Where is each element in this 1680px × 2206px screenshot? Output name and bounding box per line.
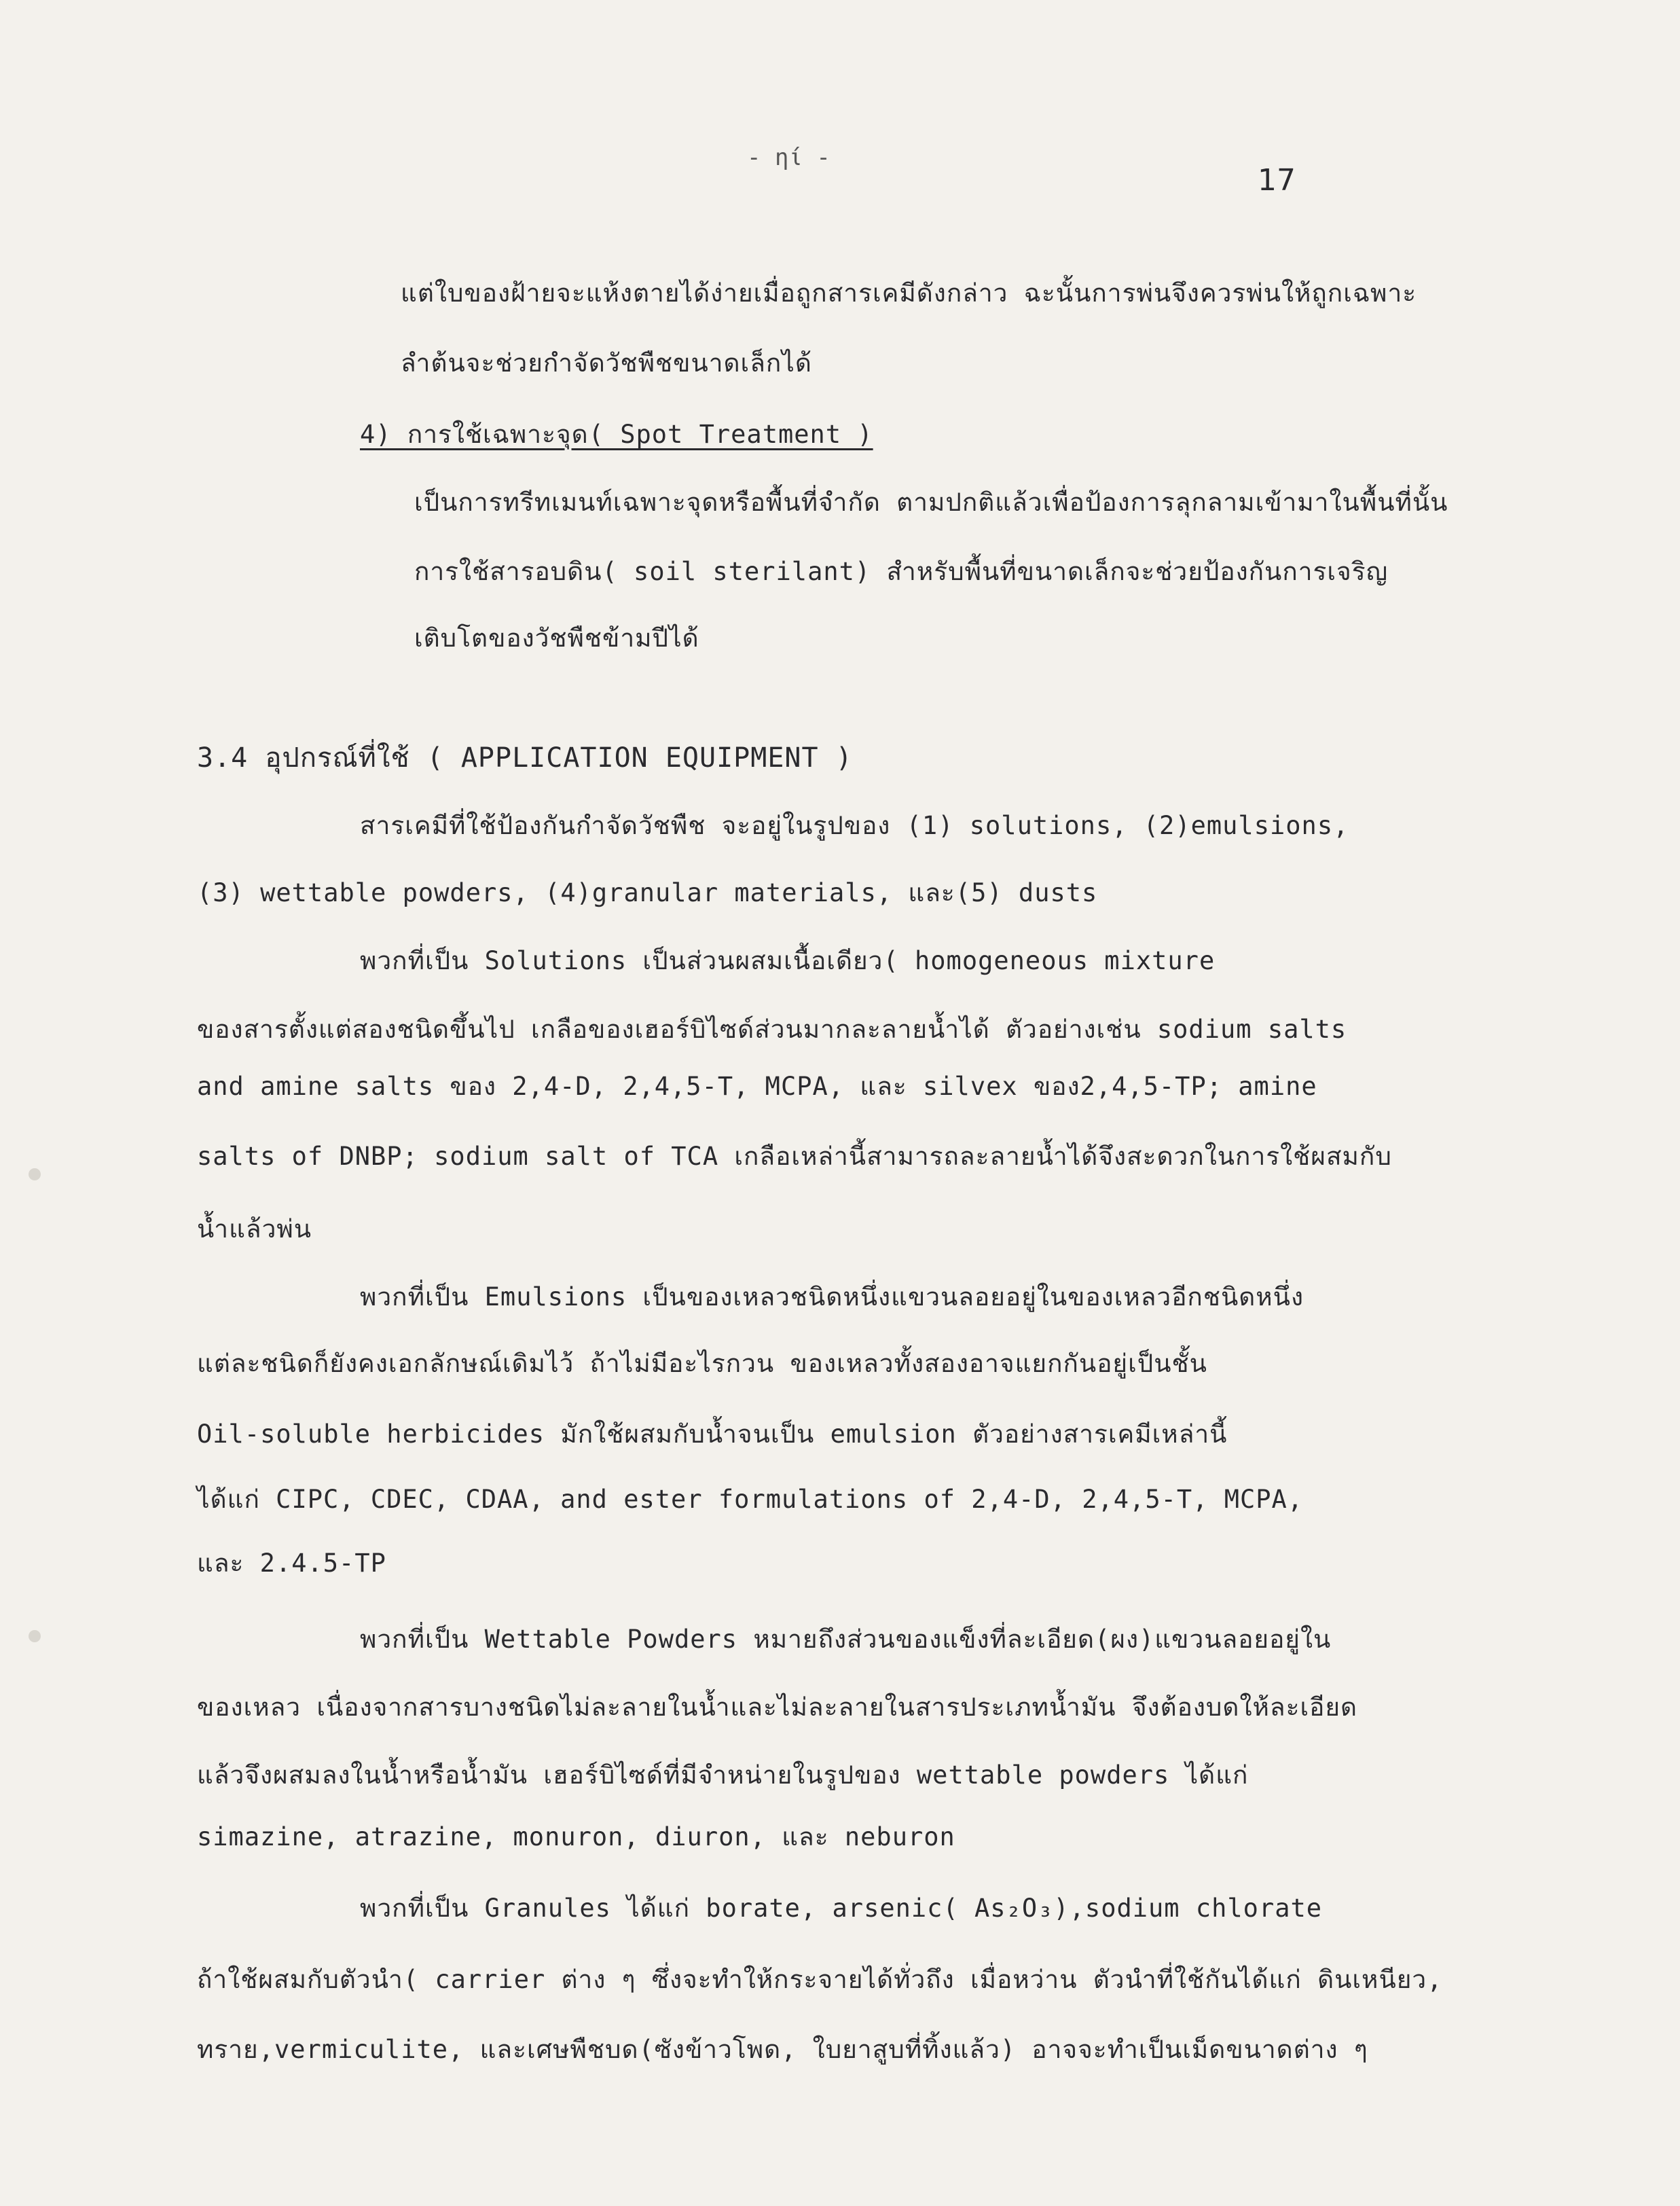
text-line: ทราย,vermiculite, และเศษพืชบด(ซังข้าวโพด, ใบยาสูบที่ทิ้งแล้ว) อาจจะทำเป็นเม็ดขนาดต่าง ๆ — [197, 2035, 1368, 2064]
text-line: salts of DNBP; sodium salt of TCA เกลือเหล่านี้สามารถละลายน้ำได้จึงสะดวกในการใช้ผสมกับ — [197, 1142, 1392, 1171]
text-line: ได้แก่ CIPC, CDEC, CDAA, and ester formulations of 2,4-D, 2,4,5-T, MCPA, — [197, 1485, 1304, 1514]
text-line: สารเคมีที่ใช้ป้องกันกำจัดวัชพืช จะอยู่ในรูปของ (1) solutions, (2)emulsions, — [360, 811, 1349, 840]
text-line: ของเหลว เนื่องจากสารบางชนิดไม่ละลายในน้ำและไม่ละลายในสารประเภทน้ำมัน จึงต้องบดให้ละเอียด — [197, 1693, 1358, 1722]
text-line: เป็นการทรีทเมนท์เฉพาะจุดหรือพื้นที่จำกัด ตามปกติแล้วเพื่อป้องการลุกลามเข้ามาในพื้นที่นั้น — [414, 488, 1448, 517]
text-line: ถ้าใช้ผสมกับตัวนำ( carrier ต่าง ๆ ซึ่งจะทำให้กระจายได้ทั่วถึง เมื่อหว่าน ตัวนำที่ใช้กันได้แก่ ดินเหนียว, — [197, 1965, 1443, 1994]
punch-hole — [29, 1630, 41, 1642]
text-line: พวกที่เป็น Wettable Powders หมายถึงส่วนของแข็งที่ละเอียด(ผง)แขวนลอยอยู่ใน — [360, 1625, 1332, 1654]
text-line: น้ำแล้วพ่น — [197, 1214, 312, 1244]
text-line: พวกที่เป็น Granules ได้แก่ borate, arsenic( As₂O₃),sodium chlorate — [360, 1894, 1323, 1923]
text-line: (3) wettable powders, (4)granular materials, และ(5) dusts — [197, 878, 1098, 907]
text-line: and amine salts ของ 2,4-D, 2,4,5-T, MCPA, และ silvex ของ2,4,5-TP; amine — [197, 1072, 1317, 1101]
text-line: แล้วจึงผสมลงในน้ำหรือน้ำมัน เฮอร์บิไซด์ที่มีจำหน่ายในรูปของ wettable powders ได้แก่ — [197, 1760, 1249, 1790]
text-line: แต่ใบของฝ้ายจะแห้งตายได้ง่ายเมื่อถูกสารเคมีดังกล่าว ฉะนั้นการพ่นจึงควรพ่นให้ถูกเฉพาะ — [401, 278, 1417, 308]
text-line: และ 2.4.5-TP — [197, 1549, 386, 1578]
text-line: ของสารตั้งแต่สองชนิดขึ้นไป เกลือของเฮอร์บิไซด์ส่วนมากละลายน้ำได้ ตัวอย่างเช่น sodium salts — [197, 1015, 1347, 1044]
section-heading: 3.4 อุปกรณ์ที่ใช้ ( APPLICATION EQUIPMENT ) — [197, 742, 853, 774]
text-line: เติบโตของวัชพืชข้ามปีได้ — [414, 623, 699, 653]
text-line: แต่ละชนิดก็ยังคงเอกลักษณ์เดิมไว้ ถ้าไม่มีอะไรกวน ของเหลวทั้งสองอาจแยกกันอยู่เป็นชั้น — [197, 1349, 1207, 1378]
text-line: พวกที่เป็น Emulsions เป็นของเหลวชนิดหนึ่งแขวนลอยอยู่ในของเหลวอีกชนิดหนึ่ง — [360, 1282, 1304, 1312]
subsection-heading: 4) การใช้เฉพาะจุด( Spot Treatment ) — [360, 420, 873, 449]
text-line: simazine, atrazine, monuron, diuron, และ neburon — [197, 1822, 955, 1851]
text-line: ลำต้นจะช่วยกำจัดวัชพืชขนาดเล็กได้ — [401, 348, 812, 378]
text-line: การใช้สารอบดิน( soil sterilant) สำหรับพื้นที่ขนาดเล็กจะช่วยป้องกันการเจริญ — [414, 557, 1389, 586]
punch-hole — [29, 1168, 41, 1180]
text-line: พวกที่เป็น Solutions เป็นส่วนผสมเนื้อเดียว( homogeneous mixture — [360, 946, 1216, 975]
text-line: Oil-soluble herbicides มักใช้ผสมกับน้ำจนเป็น emulsion ตัวอย่างสารเคมีเหล่านี้ — [197, 1420, 1228, 1449]
top-mark: - ηί - — [747, 144, 830, 171]
page-number: 17 — [1258, 163, 1296, 198]
